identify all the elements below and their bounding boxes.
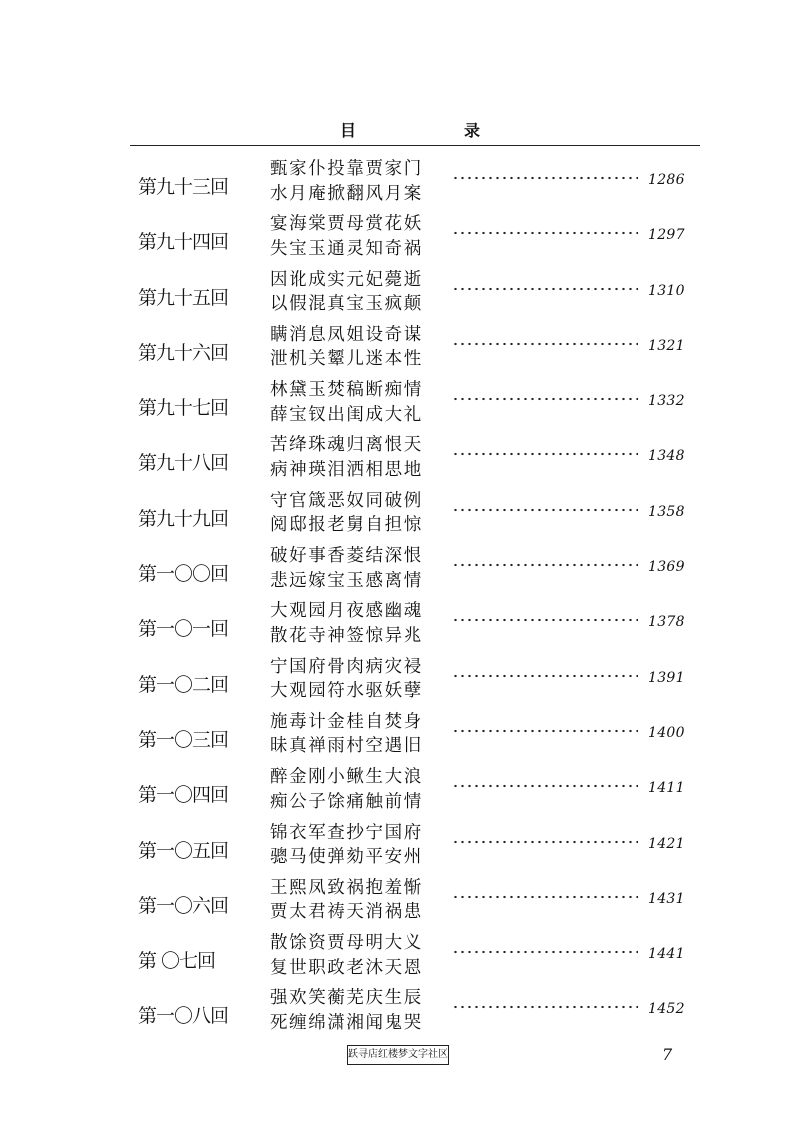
chapter-title: [270, 876, 423, 925]
page-ref: 1431: [648, 890, 685, 907]
page-number: 7: [662, 1045, 673, 1064]
chapter-number: 第一〇六回: [138, 894, 229, 917]
title-line-2: 水月庵掀翻风月案: [270, 183, 423, 204]
title-line-1: 散馀资贾母明大义: [270, 933, 423, 954]
dot-leader: [452, 950, 638, 954]
page-ref: 1378: [648, 614, 685, 631]
header-rule: [130, 145, 700, 146]
title-line-1: 施毒计金桂自焚身: [270, 711, 423, 732]
chapter-title: [270, 765, 423, 814]
title-line-2: 骢马使弹劾平安州: [270, 847, 423, 868]
title-line-2: 贾太君祷天消祸患: [270, 902, 423, 923]
dot-leader: [452, 508, 638, 512]
toc-entry: [0, 433, 800, 488]
chapter-title: [270, 655, 423, 704]
title-line-2: 昧真禅雨村空遇旧: [270, 736, 423, 757]
page-ref: 1297: [648, 227, 685, 244]
page-ref: 1286: [648, 172, 685, 188]
title-line-1: 大观园月夜感幽魂: [270, 601, 423, 622]
toc-entry: [0, 378, 800, 433]
toc-entry: [0, 710, 800, 765]
dot-leader: [452, 674, 638, 678]
title-line-2: 以假混真宝玉疯颠: [270, 294, 423, 315]
title-line-2: 阅邸报老舅自担惊: [270, 515, 423, 536]
title-line-1: 因讹成实元妃薨逝: [270, 269, 423, 290]
page-ref: 1391: [648, 669, 685, 686]
chapter-number: 第一〇〇回: [138, 563, 229, 586]
dot-leader: [452, 618, 638, 622]
source-stamp: 跃寻店红楼梦文字社区: [347, 1045, 449, 1065]
title-line-2: 死缠绵潇湘闻鬼哭: [270, 1012, 423, 1033]
chapter-number: 第一〇三回: [138, 728, 229, 751]
title-line-1: 宁国府骨肉病灾祲: [270, 656, 423, 677]
dot-leader: [452, 342, 638, 346]
chapter-number: 第一〇五回: [138, 839, 229, 862]
page-ref: 1321: [648, 337, 685, 354]
title-line-1: 锦衣军查抄宁国府: [270, 822, 423, 843]
page-ref: 1421: [648, 835, 685, 852]
page-ref: 1310: [648, 282, 685, 299]
chapter-number: 第九十五回: [138, 286, 229, 309]
page-title: [340, 118, 500, 142]
chapter-title: [270, 821, 423, 870]
toc-entry: [0, 931, 800, 986]
chapter-title: [270, 710, 423, 759]
toc-entry: [0, 655, 800, 710]
title-line-1: 甄家仆投靠贾家门: [270, 159, 423, 179]
chapter-title: [270, 268, 423, 317]
toc-entry: [0, 212, 800, 267]
title-line-2: 薛宝钗出闺成大礼: [270, 404, 423, 425]
title-line-1: 守官箴恶奴同破例: [270, 490, 423, 511]
title-line-1: 醉金刚小鳅生大浪: [270, 767, 423, 788]
chapter-number: 第九十六回: [138, 341, 229, 364]
title-line-2: 病神瑛泪洒相思地: [270, 459, 423, 480]
chapter-number: 第一〇八回: [138, 1005, 229, 1028]
dot-leader: [452, 452, 638, 456]
title-line-2: 复世职政老沐天恩: [270, 957, 423, 978]
chapter-title: [270, 544, 423, 593]
title-line-2: 大观园符水驱妖孽: [270, 681, 423, 702]
title-line-2: 散花寺神签惊异兆: [270, 625, 423, 646]
chapter-number: 第九十四回: [138, 231, 229, 254]
toc-entry: [0, 821, 800, 876]
title-char-left: 目: [340, 121, 357, 140]
toc-entry: [0, 765, 800, 820]
title-line-2: 泄机关颦儿迷本性: [270, 349, 423, 370]
page-ref: 1332: [648, 393, 685, 410]
title-line-2: 失宝玉通灵知奇祸: [270, 238, 423, 259]
chapter-number: 第一〇二回: [138, 673, 229, 696]
dot-leader: [452, 1005, 638, 1009]
dot-leader: [452, 231, 638, 235]
dot-leader: [452, 840, 638, 844]
toc-entry: [0, 489, 800, 544]
chapter-title: [270, 212, 423, 261]
title-line-2: 悲远嫁宝玉感离情: [270, 570, 423, 591]
chapter-title: [270, 323, 423, 372]
page-ref: 1400: [648, 724, 685, 741]
page-ref: 1452: [648, 1001, 685, 1018]
page-ref: 1441: [648, 946, 685, 963]
dot-leader: [452, 784, 638, 788]
chapter-title: [270, 931, 423, 980]
toc-entry: [0, 544, 800, 599]
title-line-1: 破好事香菱结深恨: [270, 546, 423, 567]
toc-entry: [0, 268, 800, 323]
title-line-2: 痴公子馀痛触前情: [270, 791, 423, 812]
title-line-1: 瞒消息凤姐设奇谋: [270, 324, 423, 345]
chapter-title: [270, 489, 423, 538]
chapter-title: [270, 378, 423, 427]
toc-entry: [0, 876, 800, 931]
chapter-number: 第九十八回: [138, 452, 229, 475]
toc-entry: [0, 157, 800, 212]
title-char-right: 录: [464, 121, 481, 140]
title-line-1: 王熙凤致祸抱羞惭: [270, 877, 423, 898]
page-ref: 1411: [648, 780, 685, 797]
chapter-number: 第九十九回: [138, 507, 229, 530]
title-line-1: 苦绛珠魂归离恨天: [270, 435, 423, 456]
dot-leader: [452, 729, 638, 733]
dot-leader: [452, 287, 638, 291]
chapter-title: [270, 986, 423, 1035]
toc-list: [0, 157, 800, 1042]
chapter-number: 第一〇一回: [138, 618, 229, 641]
chapter-title: [270, 433, 423, 482]
chapter-title: [270, 157, 423, 206]
toc-entry: [0, 323, 800, 378]
chapter-number: 第 〇七回: [138, 950, 216, 973]
toc-entry: [0, 599, 800, 654]
toc-entry: [0, 986, 800, 1041]
page-ref: 1348: [648, 448, 685, 465]
chapter-number: 第一〇四回: [138, 784, 229, 807]
dot-leader: [452, 176, 638, 180]
title-line-1: 宴海棠贾母赏花妖: [270, 214, 423, 235]
dot-leader: [452, 563, 638, 567]
title-line-1: 强欢笑蘅芜庆生辰: [270, 988, 423, 1009]
page-ref: 1358: [648, 503, 685, 520]
page-ref: 1369: [648, 559, 685, 576]
dot-leader: [452, 397, 638, 401]
chapter-title: [270, 599, 423, 648]
chapter-number: 第九十七回: [138, 397, 229, 420]
title-line-1: 林黛玉焚稿断痴情: [270, 380, 423, 401]
dot-leader: [452, 895, 638, 899]
chapter-number: 第九十三回: [138, 176, 229, 198]
